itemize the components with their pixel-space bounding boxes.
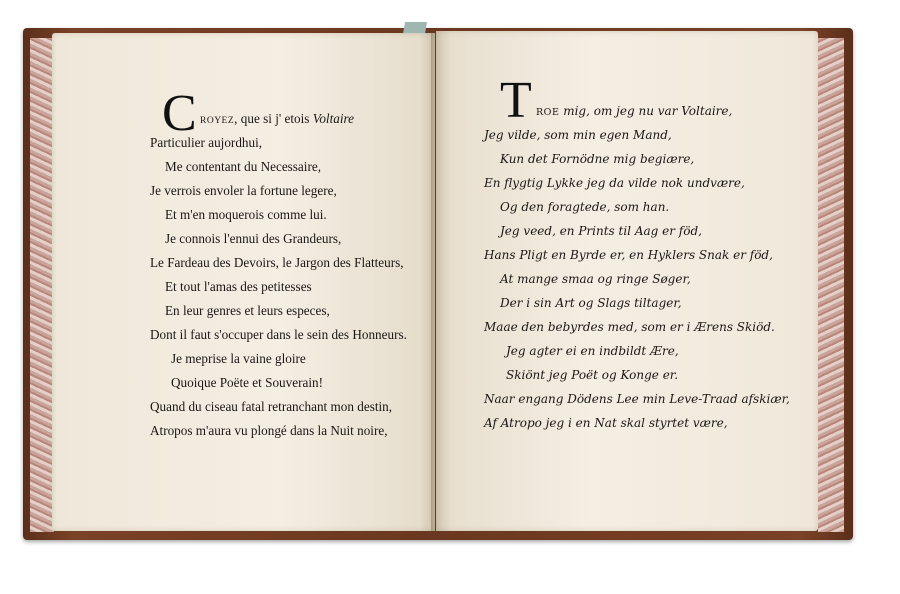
right-line-1: Jeg vilde, som min egen Mand, bbox=[484, 128, 672, 142]
left-line-11: Quoique Poëte et Souverain! bbox=[171, 375, 323, 390]
left-first-line-tail: , que si j' etois bbox=[234, 111, 310, 126]
left-line-5: Je connois l'ennui des Grandeurs, bbox=[165, 231, 342, 246]
left-line-1: Particulier aujordhui, bbox=[150, 135, 263, 150]
right-line-8: Der i sin Art og Slags tiltager, bbox=[500, 296, 682, 310]
left-line-7: Et tout l'amas des petitesses bbox=[165, 279, 312, 294]
left-dropcap: C bbox=[162, 85, 197, 142]
left-line-2: Me contentant du Necessaire, bbox=[165, 159, 321, 174]
right-line-3: En flygtig Lykke jeg da vilde nok undvære, bbox=[484, 176, 745, 190]
left-line-8: En leur genres et leurs especes, bbox=[165, 303, 330, 318]
marbled-endpaper-right bbox=[818, 38, 844, 532]
left-page bbox=[52, 33, 435, 531]
right-line-10: Jeg agter ei en indbildt Ære, bbox=[506, 344, 679, 358]
left-first-word-rest: ROYEZ bbox=[200, 116, 235, 126]
left-line-4: Et m'en moquerois comme lui. bbox=[165, 207, 327, 222]
right-first-line-tail: mig, om jeg nu var Voltaire, bbox=[563, 104, 733, 118]
right-line-4: Og den foragtede, som han. bbox=[500, 200, 670, 214]
right-line-13: Af Atropo jeg i en Nat skal styrtet være, bbox=[484, 416, 728, 430]
marbled-endpaper-left bbox=[30, 38, 54, 532]
left-line-13: Atropos m'aura vu plongé dans la Nuit noire, bbox=[150, 423, 388, 438]
right-line-12: Naar engang Dödens Lee min Leve-Traad afskiær, bbox=[484, 392, 790, 406]
right-line-9: Maae den bebyrdes med, som er i Ærens Skiöd. bbox=[484, 320, 775, 334]
left-first-line bbox=[200, 111, 354, 129]
right-line-2: Kun det Fornödne mig begiære, bbox=[500, 152, 695, 166]
right-line-11: Skiönt jeg Poët og Konge er. bbox=[506, 368, 679, 382]
right-line-7: At mange smaa og ringe Søger, bbox=[500, 272, 691, 286]
left-line-6: Le Fardeau des Devoirs, le Jargon des Flatteurs, bbox=[150, 255, 404, 270]
left-first-line-italic: Voltaire bbox=[312, 111, 355, 126]
left-line-9: Dont il faut s'occuper dans le sein des Honneurs. bbox=[150, 327, 407, 342]
right-first-word-rest: ROE bbox=[536, 107, 560, 118]
right-dropcap: T bbox=[500, 72, 532, 129]
left-line-3: Je verrois envoler la fortune legere, bbox=[150, 183, 337, 198]
left-line-12: Quand du ciseau fatal retranchant mon destin, bbox=[150, 399, 393, 414]
left-line-10: Je meprise la vaine gloire bbox=[171, 351, 306, 366]
right-first-line bbox=[536, 103, 732, 121]
right-line-6: Hans Pligt en Byrde er, en Hyklers Snak er föd, bbox=[484, 248, 773, 262]
right-line-5: Jeg veed, en Prints til Aag er föd, bbox=[500, 224, 702, 238]
right-page bbox=[436, 31, 818, 531]
